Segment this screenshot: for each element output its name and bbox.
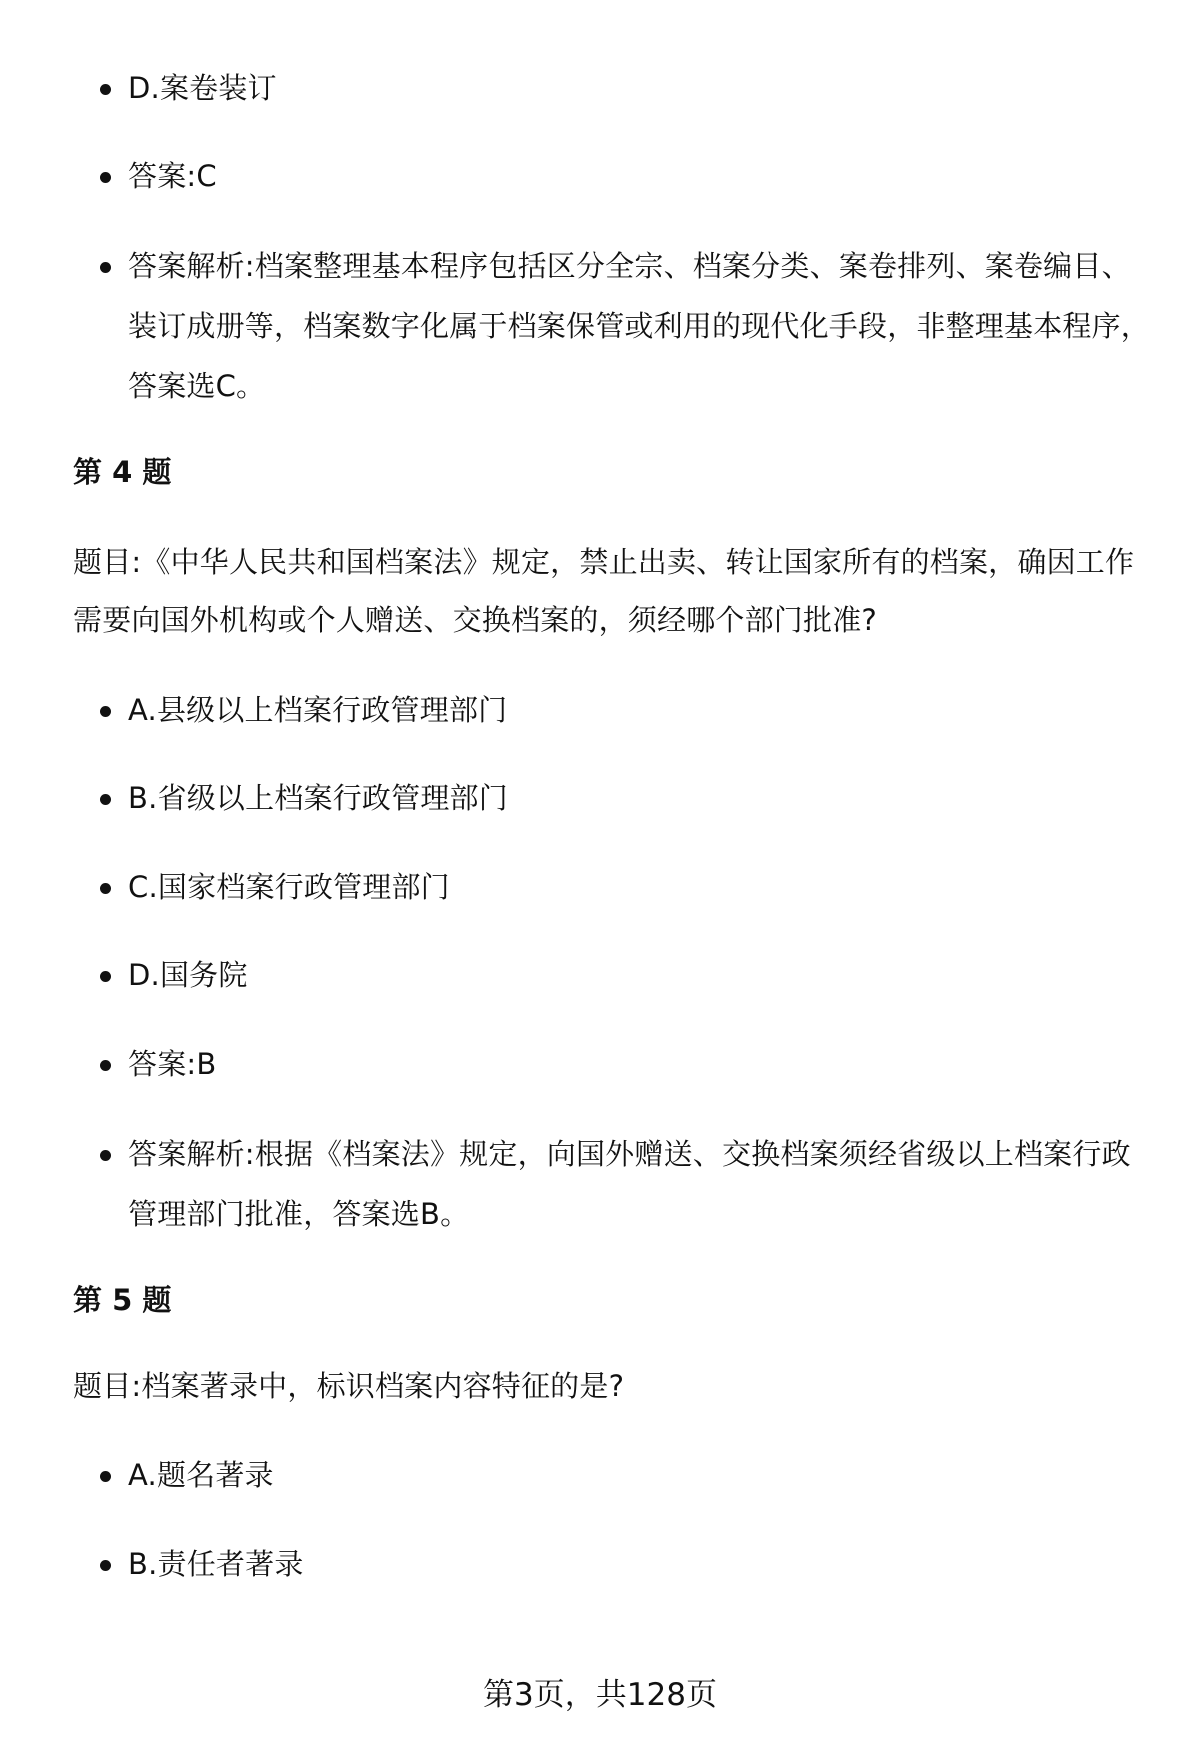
list-item-option-b: B.责任者著录 [128,1534,1158,1594]
list-item-option-a: A.县级以上档案行政管理部门 [128,680,1158,740]
question-stem-4: 题目:《中华人民共和国档案法》规定，禁止出卖、转让国家所有的档案，确因工作需要向国外机构或个人赠送、交换档案的，须经哪个部门批准? [73,545,1135,637]
list-item-option-d: D.案卷装订 [128,58,1158,118]
question-stem-5: 题目:档案著录中，标识档案内容特征的是? [73,1369,625,1403]
list-item-explanation: 答案解析:档案整理基本程序包括区分全宗、档案分类、案卷排列、案卷编目、装订成册等，档案数字化属于档案保管或利用的现代化手段，非整理基本程序，答案选C。 [128,236,1158,416]
list-item-explanation: 答案解析:根据《档案法》规定，向国外赠送、交换档案须经省级以上档案行政管理部门批准，答案选B。 [128,1124,1158,1244]
question-heading-5: 第 5 题 [73,1283,172,1317]
list-item-option-b: B.省级以上档案行政管理部门 [128,768,1158,828]
list-item-option-a: A.题名著录 [128,1445,1158,1505]
list-item-answer: 答案:B [128,1034,1158,1094]
page-number: 第3页，共128页 [483,1677,717,1713]
question-heading-4: 第 4 题 [73,455,172,489]
list-item-answer: 答案:C [128,146,1158,206]
list-item-option-d: D.国务院 [128,945,1158,1005]
list-item-option-c: C.国家档案行政管理部门 [128,857,1158,917]
